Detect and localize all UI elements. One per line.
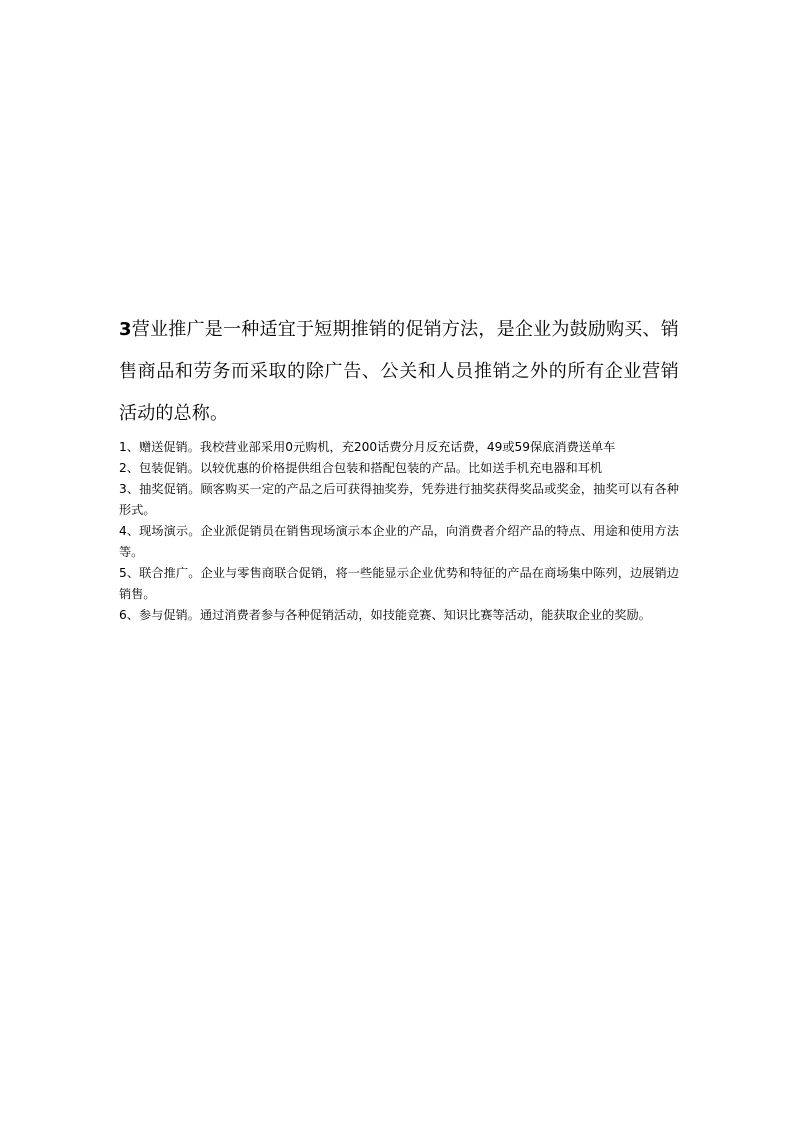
intro-number: 3 <box>119 319 132 340</box>
intro-text: 营业推广是一种适宜于短期推销的促销方法，是企业为鼓励购买、销售商品和劳务而采取的除广告、公关和人员推销之外的所有企业营销活动的总称。 <box>119 319 679 424</box>
document-body <box>119 309 679 626</box>
list-item: 2、包装促销。以较优惠的价格提供组合包装和搭配包装的产品。比如送手机充电器和耳机 <box>119 461 603 475</box>
list-item: 1、赠送促销。我校营业部采用0元购机，充200话费分月反充话费，49或59保底消费送单车 <box>119 440 616 454</box>
list-item: 5、联合推广。企业与零售商联合促销，将一些能显示企业优势和特征的产品在商场集中陈列，边展销边销售。 <box>119 566 679 601</box>
promotion-list <box>119 437 679 626</box>
list-item: 3、抽奖促销。顾客购买一定的产品之后可获得抽奖券，凭券进行抽奖获得奖品或奖金，抽奖可以有各种形式。 <box>119 482 679 517</box>
list-item: 6、参与促销。通过消费者参与各种促销活动，如技能竞赛、知识比赛等活动，能获取企业的奖励。 <box>119 608 651 622</box>
list-item: 4、现场演示。企业派促销员在销售现场演示本企业的产品，向消费者介绍产品的特点、用途和使用方法等。 <box>119 524 679 559</box>
intro-paragraph <box>119 309 679 435</box>
